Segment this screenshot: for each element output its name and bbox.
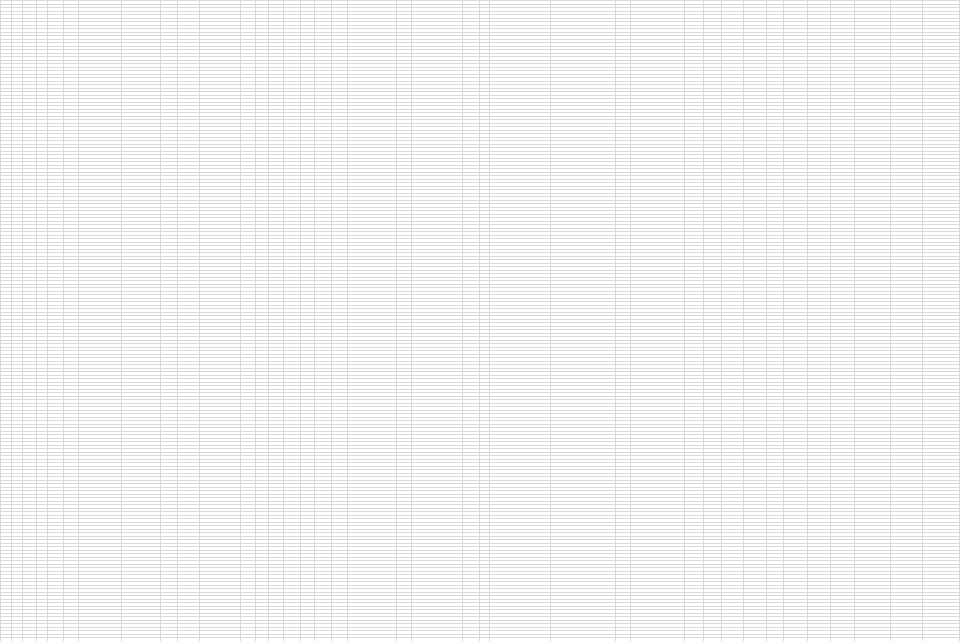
grid-body xyxy=(1,1,960,641)
